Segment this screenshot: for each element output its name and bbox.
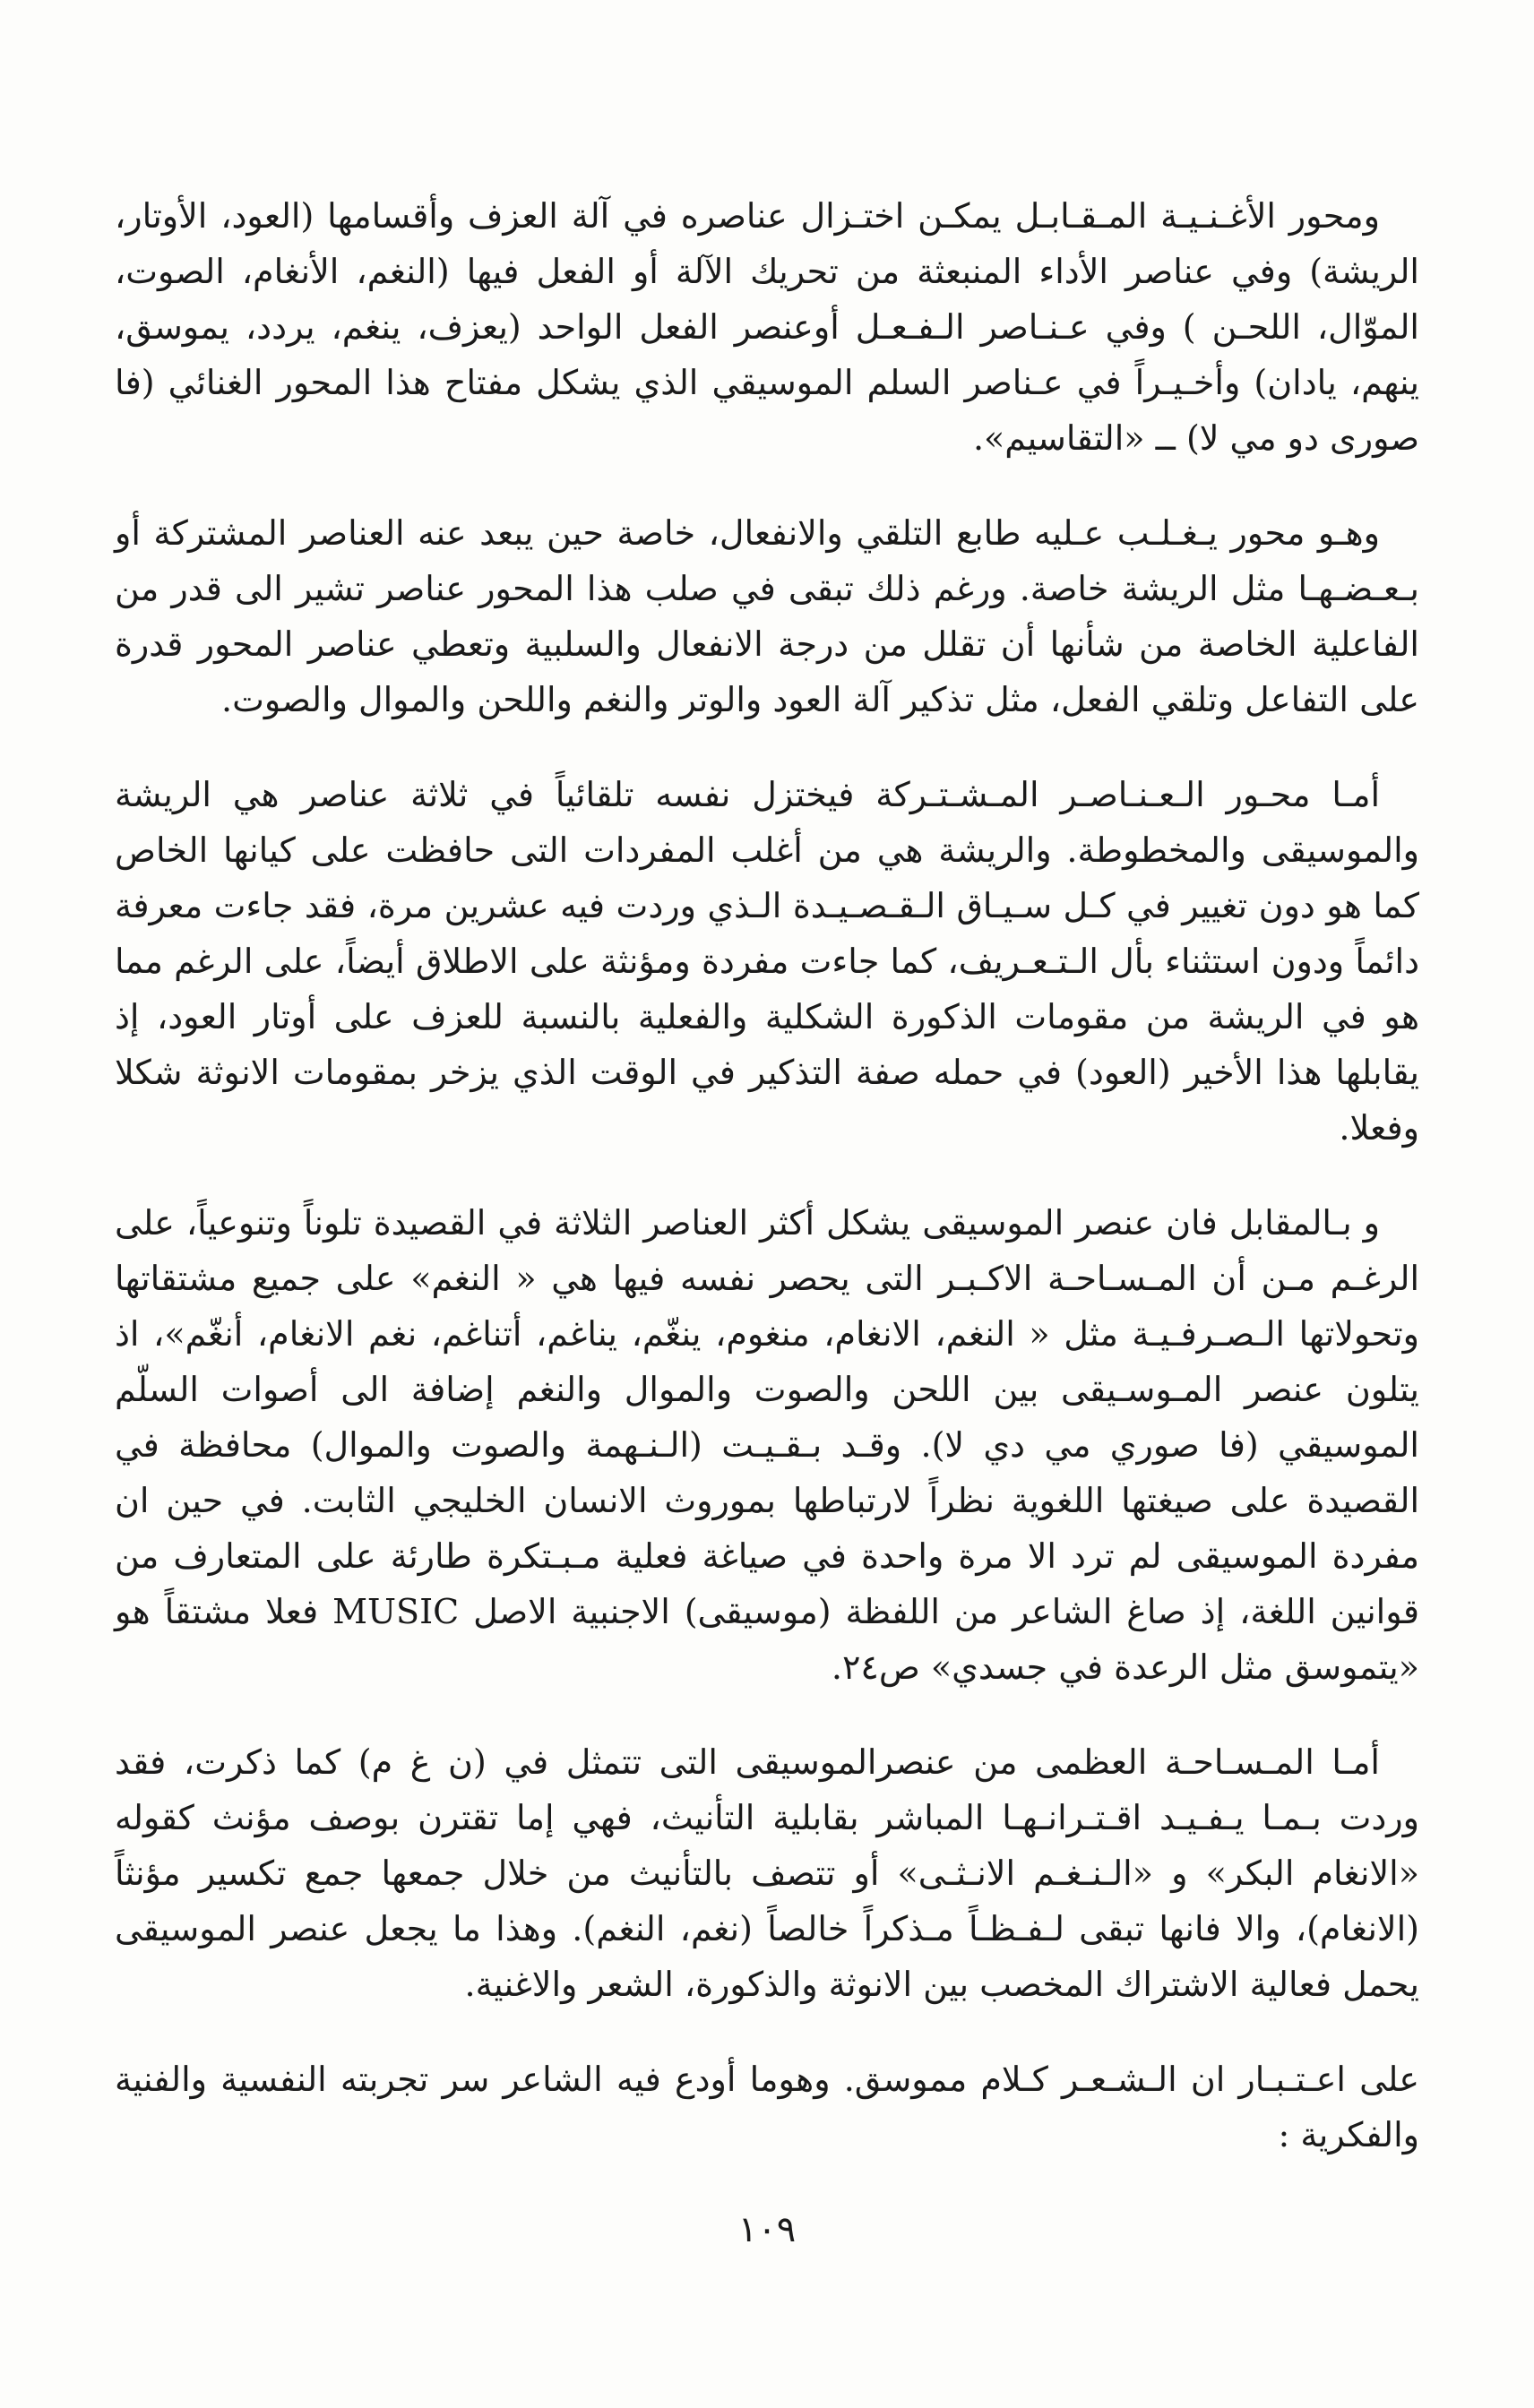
paragraph-6: على اعـتـبـار ان الـشـعـر كـلام مموسق. وهوما أودع فيه الشاعر سر تجربته النفسية والفنية والفكرية : — [115, 2060, 1419, 2154]
paragraph-2: وهـو محور يـغـلـب عـليه طابع التلقي والانفعال، خاصة حين يبعد عنه العناصر المشتركة أو بـعـضـهـا مثل الريشة خاصة. ورغم ذلك تبقى في صلب هذا المحور عناصر تشير الى قدر من الفاعلية الخاصة من شأنها أن تقلل من درجة الانفعال والسلبية وتعطي عناصر المحور قدرة على التفاعل وتلقي الفعل، مثل تذكير آلة العود والوتر والنغم واللحن والموال والصوت. — [115, 513, 1419, 719]
paragraph-5: أمـا المـسـاحـة العظمى من عنصرالموسيقى التى تتمثل في (ن غ م) كما ذكرت، فقد وردت بـمـا يـفـيـد اقـتـرانـهـا المباشر بقابلية التأنيث، فهي إما تقترن بوصف مؤنث كقوله «الانغام البكر» و «الـنـغـم الانـثـى» أو تتصف بالتأنيث من خلال جمعها جمع تكسير مؤنثاً (الانغام)، والا فانها تبقى لـفـظـاً مـذكراً خالصاً (نغم، النغم). وهذا ما يجعل عنصر الموسيقى يحمل فعالية الاشتراك المخصب بين الانوثة والذكورة، الشعر والاغنية. — [115, 1742, 1419, 2004]
body-text — [115, 188, 1419, 2202]
paragraph-1: ومحور الأغـنـيـة المـقـابـل يمكـن اختـزال عناصره في آلة العزف وأقسامها (العود، الأوتار، الريشة) وفي عناصر الأداء المنبعثة من تحريك الآلة أو الفعل فيها (النغم، الأنغام، الصوت، الموّال، اللحـن ) وفي عـنـاصر الـفـعـل أوعنصر الفعل الواحد (يعزف، ينغم، يردد، يموسق، ينهم، يادان) وأخـيـراً في عـناصر السلم الموسيقي الذي يشكل مفتاح هذا المحور الغنائي (فا صورى دو مي لا) ــ «التقاسيم». — [115, 196, 1419, 458]
page-number: ١٠٩ — [737, 2209, 797, 2250]
paragraph-4: و بـالمقابل فان عنصر الموسيقى يشكل أكثر العناصر الثلاثة في القصيدة تلوناً وتنوعياً، على الرغـم مـن أن المـسـاحـة الاكـبـر التى يحصر نفسه فيها هي « النغم» على جميع مشتقاتها وتحولاتها الـصـرفـيـة مثل « النغم، الانغام، منغوم، ينغّم، يناغم، أتناغم، نغم الانغام، أنغّم»، اذ يتلون عنصر المـوسـيقى بين اللحن والصوت والموال والنغم إضافة الى أصوات السلّم الموسيقي (فا صوري مي دي لا). وقـد بـقـيـت (الـنـهمة والصوت والموال) محافظة في القصيدة على صيغتها اللغوية نظراً لارتباطها بموروث الانسان الخليجي الثابت. في حين ان مفردة الموسيقى لم ترد الا مرة واحدة في صياغة فعلية مـبـتكرة طارئة على المتعارف من قوانين اللغة، إذ صاغ الشاعر من اللفظة (موسيقى) الاجنبية الاصل MUSIC فعلا مشتقاً هو «يتموسق مثل الرعدة في جسدي» ص٢٤. — [115, 1203, 1420, 1687]
paragraph-3: أمـا محـور الـعـنـاصـر المـشـتـركة فيختزل نفسه تلقائياً في ثلاثة عناصر هي الريشة والموسيقى والمخطوطة. والريشة هي من أغلب المفردات التى حافظت على كيانها الخاص كما هو دون تغيير في كـل سـيـاق الـقـصـيـدة الـذي وردت فيه عشرين مرة، فقد جاءت معرفة دائماً ودون استثناء بأل الـتـعـريف، كما جاءت مفردة ومؤنثة على الاطلاق أيضاً، على الرغم مما هو في الريشة من مقومات الذكورة الشكلية والفعلية بالنسبة للعزف على أوتار العود، إذ يقابلها هذا الأخير (العود) في حمله صفة التذكير في الوقت الذي يزخر بمقومات الانوثة شكلا وفعلا. — [115, 775, 1419, 1148]
